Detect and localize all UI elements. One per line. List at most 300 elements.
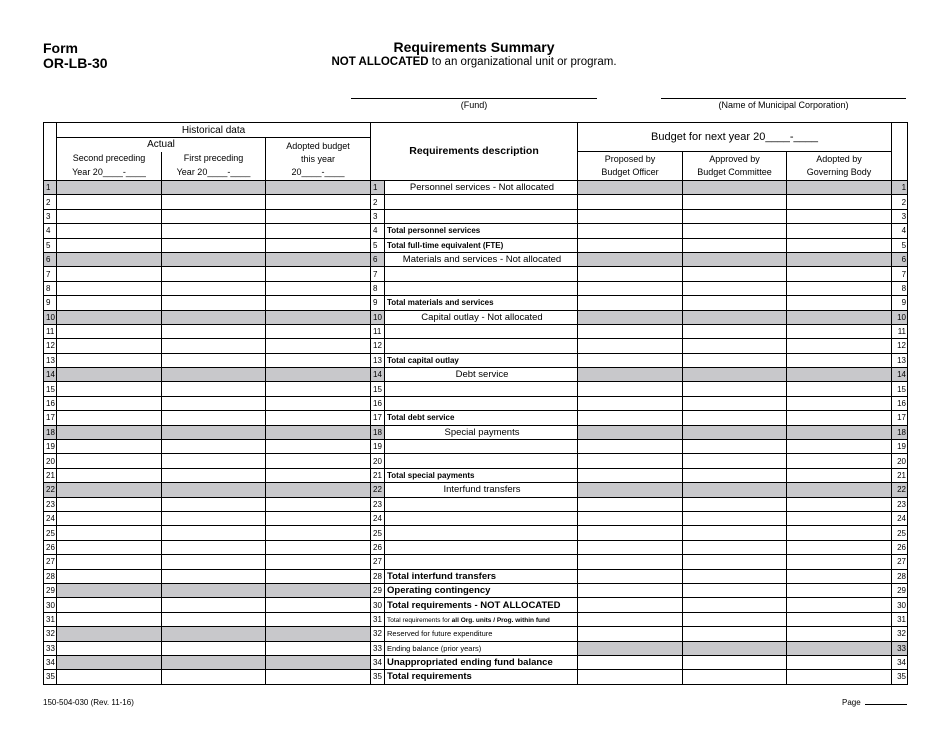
second-preceding-cell[interactable] [57,195,162,209]
first-preceding-cell[interactable] [162,195,266,209]
second-preceding-cell[interactable] [57,497,162,511]
approved-cell[interactable] [683,382,787,396]
proposed-cell [578,310,683,324]
adopted-governing-cell[interactable] [787,540,892,554]
table-row [44,238,908,252]
all-units-total-prefix: Total requirements for [387,617,452,625]
adopted-budget-line1: Adopted budget [286,140,350,151]
line-number-left: 10 [44,310,57,324]
adopted-governing-cell[interactable] [787,454,892,468]
adopted-governing-cell[interactable] [787,598,892,612]
first-preceding-cell[interactable] [162,641,266,655]
line-number-left: 33 [44,641,57,655]
second-preceding-cell[interactable] [57,382,162,396]
adopted-budget-cell[interactable] [266,224,371,238]
corner-right [892,123,908,181]
line-number-mid: 26 [371,540,385,554]
table-row [44,224,908,238]
requirement-description[interactable] [385,540,578,554]
requirement-description: Ending balance (prior years) [385,641,578,655]
first-preceding-cell[interactable] [162,569,266,583]
line-number-left: 4 [44,224,57,238]
approved-cell[interactable] [683,267,787,281]
line-number-left: 29 [44,583,57,597]
second-preceding-cell[interactable] [57,396,162,410]
adopted-governing-cell [787,641,892,655]
page-title: Requirements Summary [393,39,555,55]
line-number-right: 35 [892,670,908,684]
page-number-field[interactable] [842,698,907,707]
line-number-right: 25 [892,526,908,540]
requirement-description[interactable] [385,497,578,511]
corporation-field[interactable] [661,98,906,110]
requirement-description[interactable] [385,555,578,569]
adopted-governing-cell [787,425,892,439]
first-preceding-cell[interactable] [162,396,266,410]
adopted-budget-cell[interactable] [266,267,371,281]
approved-cell[interactable] [683,612,787,626]
table-row [44,195,908,209]
adopted-budget-cell[interactable] [266,411,371,425]
proposed-cell[interactable] [578,670,683,684]
table-row [44,655,908,669]
all-units-total-label [387,617,550,624]
line-number-mid: 2 [371,195,385,209]
proposed-cell[interactable] [578,324,683,338]
title-block [274,39,674,69]
line-number-left: 28 [44,569,57,583]
first-preceding-cell[interactable] [162,411,266,425]
fund-field[interactable] [351,98,597,110]
adopted-budget-cell[interactable] [266,396,371,410]
adopted-governing-cell[interactable] [787,382,892,396]
approved-cell[interactable] [683,353,787,367]
first-preceding-header: First preceding [162,152,266,166]
adopted-budget-cell[interactable] [266,670,371,684]
proposed-cell[interactable] [578,468,683,482]
adopted-budget-cell[interactable] [266,468,371,482]
line-number-mid: 33 [371,641,385,655]
proposed-cell[interactable] [578,555,683,569]
approved-cell[interactable] [683,627,787,641]
adopted-budget-cell[interactable] [266,296,371,310]
proposed-cell[interactable] [578,454,683,468]
proposed-cell[interactable] [578,440,683,454]
first-preceding-cell[interactable] [162,497,266,511]
first-preceding-cell[interactable] [162,526,266,540]
line-number-right: 14 [892,368,908,382]
adopted-budget-cell[interactable] [266,569,371,583]
second-preceding-cell [57,181,162,195]
subtitle-bold: NOT ALLOCATED [331,56,429,68]
second-preceding-cell[interactable] [57,209,162,223]
first-preceding-cell[interactable] [162,281,266,295]
line-number-right: 13 [892,353,908,367]
adopted-governing-cell [787,252,892,266]
line-number-mid: 9 [371,296,385,310]
adopted-budget-cell[interactable] [266,526,371,540]
adopted-budget-cell[interactable] [266,454,371,468]
proposed-cell[interactable] [578,382,683,396]
approved-cell[interactable] [683,195,787,209]
second-preceding-cell[interactable] [57,440,162,454]
line-number-right: 17 [892,411,908,425]
first-preceding-cell[interactable] [162,612,266,626]
first-preceding-cell[interactable] [162,670,266,684]
line-number-mid: 30 [371,598,385,612]
proposed-cell[interactable] [578,655,683,669]
adopted-budget-cell[interactable] [266,281,371,295]
adopted-governing-cell[interactable] [787,670,892,684]
approved-cell[interactable] [683,569,787,583]
line-number-left: 2 [44,195,57,209]
requirement-description[interactable] [385,511,578,525]
table-row [44,339,908,353]
table-row [44,411,908,425]
second-preceding-cell[interactable] [57,598,162,612]
adopted-governing-cell[interactable] [787,497,892,511]
requirement-description[interactable] [385,526,578,540]
adopted-budget-cell[interactable] [266,540,371,554]
second-preceding-cell[interactable] [57,339,162,353]
first-preceding-cell[interactable] [162,324,266,338]
second-preceding-cell [57,483,162,497]
approved-cell[interactable] [683,468,787,482]
proposed-cell [578,641,683,655]
adopted-governing-cell[interactable] [787,655,892,669]
line-number-left: 18 [44,425,57,439]
second-preceding-cell[interactable] [57,267,162,281]
approved-cell[interactable] [683,511,787,525]
line-number-mid: 4 [371,224,385,238]
adopted-budget-cell[interactable] [266,195,371,209]
line-number-right: 18 [892,425,908,439]
adopted-governing-cell[interactable] [787,281,892,295]
line-number-right: 26 [892,540,908,554]
proposed-cell[interactable] [578,497,683,511]
line-number-right: 22 [892,483,908,497]
adopted-governing-cell[interactable] [787,209,892,223]
line-number-left: 16 [44,396,57,410]
proposed-cell[interactable] [578,281,683,295]
requirements-description-header: Requirements description [371,123,578,181]
requirement-description[interactable] [385,382,578,396]
table-row [44,368,908,382]
proposed-cell[interactable] [578,396,683,410]
first-preceding-cell[interactable] [162,209,266,223]
second-preceding-cell[interactable] [57,612,162,626]
approved-cell[interactable] [683,526,787,540]
requirement-description: Total full-time equivalent (FTE) [385,238,578,252]
proposed-cell[interactable] [578,526,683,540]
requirement-description[interactable] [385,267,578,281]
line-number-mid: 34 [371,655,385,669]
adopted-governing-cell[interactable] [787,396,892,410]
approved-cell[interactable] [683,411,787,425]
adopted-budget-cell[interactable] [266,238,371,252]
line-number-left: 25 [44,526,57,540]
table-row [44,569,908,583]
second-preceding-cell[interactable] [57,555,162,569]
second-preceding-cell[interactable] [57,526,162,540]
table-row [44,583,908,597]
approved-cell[interactable] [683,224,787,238]
table-row [44,281,908,295]
line-number-right: 2 [892,195,908,209]
adopted-governing-cell[interactable] [787,411,892,425]
adopted-governing-header [787,152,892,181]
table-row [44,612,908,626]
second-preceding-cell[interactable] [57,511,162,525]
first-preceding-cell[interactable] [162,454,266,468]
first-preceding-cell[interactable] [162,382,266,396]
approved-cell[interactable] [683,454,787,468]
approved-cell[interactable] [683,296,787,310]
second-preceding-cell[interactable] [57,411,162,425]
proposed-cell[interactable] [578,296,683,310]
line-number-left: 9 [44,296,57,310]
table-row [44,440,908,454]
adopted-budget-cell[interactable] [266,598,371,612]
adopted-governing-cell[interactable] [787,267,892,281]
requirement-description[interactable] [385,396,578,410]
adopted-budget-line2: this year [300,153,335,164]
proposed-cell[interactable] [578,195,683,209]
first-preceding-cell[interactable] [162,540,266,554]
adopted-governing-cell[interactable] [787,627,892,641]
first-preceding-cell[interactable] [162,511,266,525]
adopted-governing-cell[interactable] [787,555,892,569]
first-preceding-cell[interactable] [162,224,266,238]
requirement-description: Special payments [385,425,578,439]
first-preceding-cell [162,583,266,597]
adopted-budget-cell[interactable] [266,382,371,396]
first-preceding-cell[interactable] [162,339,266,353]
subtitle-rest: to an organizational unit or program. [428,56,617,68]
line-number-mid: 5 [371,238,385,252]
line-number-mid: 22 [371,483,385,497]
form-label: Form [43,40,78,56]
first-preceding-cell[interactable] [162,440,266,454]
approved-cell[interactable] [683,440,787,454]
adopted-budget-cell[interactable] [266,339,371,353]
adopted-governing-cell[interactable] [787,468,892,482]
requirement-description[interactable] [385,324,578,338]
proposed-header [578,152,683,181]
table-row [44,267,908,281]
first-year-header: Year 20____-____ [162,166,266,181]
second-preceding-cell[interactable] [57,569,162,583]
approved-cell[interactable] [683,281,787,295]
approved-cell[interactable] [683,670,787,684]
requirements-table [43,122,908,685]
requirement-description[interactable] [385,195,578,209]
line-number-right: 27 [892,555,908,569]
actual-header: Actual [57,138,266,152]
adopted-budget-cell[interactable] [266,555,371,569]
proposed-cell[interactable] [578,267,683,281]
line-number-right: 21 [892,468,908,482]
approved-cell[interactable] [683,324,787,338]
line-number-right: 30 [892,598,908,612]
adopted-budget-cell[interactable] [266,440,371,454]
adopted-budget-cell[interactable] [266,641,371,655]
first-preceding-cell [162,310,266,324]
approved-cell[interactable] [683,555,787,569]
first-preceding-cell[interactable] [162,468,266,482]
table-row [44,252,908,266]
line-number-mid: 11 [371,324,385,338]
second-preceding-cell[interactable] [57,324,162,338]
table-body [44,181,908,685]
requirement-description: Operating contingency [385,583,578,597]
adopted-governing-cell[interactable] [787,296,892,310]
second-preceding-cell[interactable] [57,281,162,295]
adopted-governing-cell[interactable] [787,339,892,353]
proposed-cell [578,181,683,195]
first-preceding-cell[interactable] [162,267,266,281]
line-number-left: 13 [44,353,57,367]
second-preceding-cell[interactable] [57,540,162,554]
requirement-description: Unappropriated ending fund balance [385,655,578,669]
first-preceding-cell[interactable] [162,296,266,310]
approved-cell [683,181,787,195]
requirement-description[interactable] [385,281,578,295]
second-preceding-cell[interactable] [57,468,162,482]
adopted-budget-cell[interactable] [266,497,371,511]
second-preceding-cell[interactable] [57,224,162,238]
table-row [44,598,908,612]
table-row [44,396,908,410]
line-number-right: 19 [892,440,908,454]
proposed-cell[interactable] [578,411,683,425]
requirement-description[interactable] [385,454,578,468]
approved-header [683,152,787,181]
first-preceding-cell [162,483,266,497]
approved-cell[interactable] [683,339,787,353]
line-number-left: 26 [44,540,57,554]
adopted-budget-line3: 20____-____ [291,166,345,177]
line-number-right: 23 [892,497,908,511]
approved-cell[interactable] [683,209,787,223]
page-number-line[interactable] [865,704,907,705]
requirement-description: Debt service [385,368,578,382]
proposed-cell[interactable] [578,627,683,641]
second-preceding-cell[interactable] [57,353,162,367]
approved-cell[interactable] [683,497,787,511]
line-number-right: 8 [892,281,908,295]
approved-cell[interactable] [683,540,787,554]
first-preceding-cell[interactable] [162,555,266,569]
adopted-budget-cell[interactable] [266,324,371,338]
adopted-budget-cell[interactable] [266,353,371,367]
approved-cell[interactable] [683,655,787,669]
adopted-budget-cell[interactable] [266,511,371,525]
line-number-mid: 3 [371,209,385,223]
corner-left [44,123,57,181]
proposed-cell[interactable] [578,511,683,525]
adopted-governing-cell[interactable] [787,238,892,252]
proposed-cell[interactable] [578,224,683,238]
all-units-total-bold: all Org. units / Prog. within fund [451,617,550,625]
approved-cell [683,252,787,266]
requirement-description[interactable] [385,339,578,353]
adopted-governing-cell[interactable] [787,583,892,597]
line-number-left: 8 [44,281,57,295]
approved-cell[interactable] [683,598,787,612]
adopted-governing-cell[interactable] [787,526,892,540]
approved-cell[interactable] [683,396,787,410]
requirement-description[interactable] [385,440,578,454]
proposed-cell[interactable] [578,540,683,554]
adopted-governing-cell[interactable] [787,353,892,367]
form-number: OR-LB-30 [43,55,108,71]
adopted-governing-cell[interactable] [787,612,892,626]
proposed-cell[interactable] [578,598,683,612]
approved-cell[interactable] [683,238,787,252]
corporation-label: (Name of Municipal Corporation) [718,100,849,110]
second-preceding-cell[interactable] [57,670,162,684]
line-number-mid: 25 [371,526,385,540]
proposed-cell[interactable] [578,209,683,223]
adopted-budget-cell[interactable] [266,612,371,626]
adopted-governing-line2: Governing Body [806,167,872,177]
table-row [44,555,908,569]
adopted-governing-cell[interactable] [787,511,892,525]
approved-cell [683,641,787,655]
proposed-line2: Budget Officer [601,167,659,177]
line-number-mid: 17 [371,411,385,425]
line-number-left: 31 [44,612,57,626]
requirement-description[interactable] [385,209,578,223]
requirement-description: Total capital outlay [385,353,578,367]
proposed-cell[interactable] [578,569,683,583]
line-number-right: 1 [892,181,908,195]
proposed-cell[interactable] [578,339,683,353]
table-row [44,483,908,497]
first-preceding-cell[interactable] [162,353,266,367]
first-preceding-cell[interactable] [162,238,266,252]
second-preceding-cell[interactable] [57,296,162,310]
approved-cell[interactable] [683,583,787,597]
page-subtitle [274,55,674,69]
adopted-governing-cell[interactable] [787,569,892,583]
adopted-governing-cell[interactable] [787,324,892,338]
adopted-governing-cell[interactable] [787,195,892,209]
budget-next-year-header: Budget for next year 20____-____ [578,123,892,152]
approved-cell [683,425,787,439]
second-preceding-cell[interactable] [57,238,162,252]
adopted-governing-cell[interactable] [787,224,892,238]
proposed-cell[interactable] [578,238,683,252]
table-row [44,670,908,684]
line-number-mid: 13 [371,353,385,367]
proposed-cell[interactable] [578,353,683,367]
page-label: Page [842,698,861,707]
proposed-cell[interactable] [578,612,683,626]
adopted-governing-cell[interactable] [787,440,892,454]
second-preceding-cell[interactable] [57,641,162,655]
adopted-budget-cell[interactable] [266,209,371,223]
first-preceding-cell[interactable] [162,598,266,612]
line-number-right: 11 [892,324,908,338]
proposed-cell[interactable] [578,583,683,597]
requirement-description: Total personnel services [385,224,578,238]
proposed-cell [578,483,683,497]
second-preceding-cell[interactable] [57,454,162,468]
second-preceding-cell [57,425,162,439]
line-number-mid: 6 [371,252,385,266]
